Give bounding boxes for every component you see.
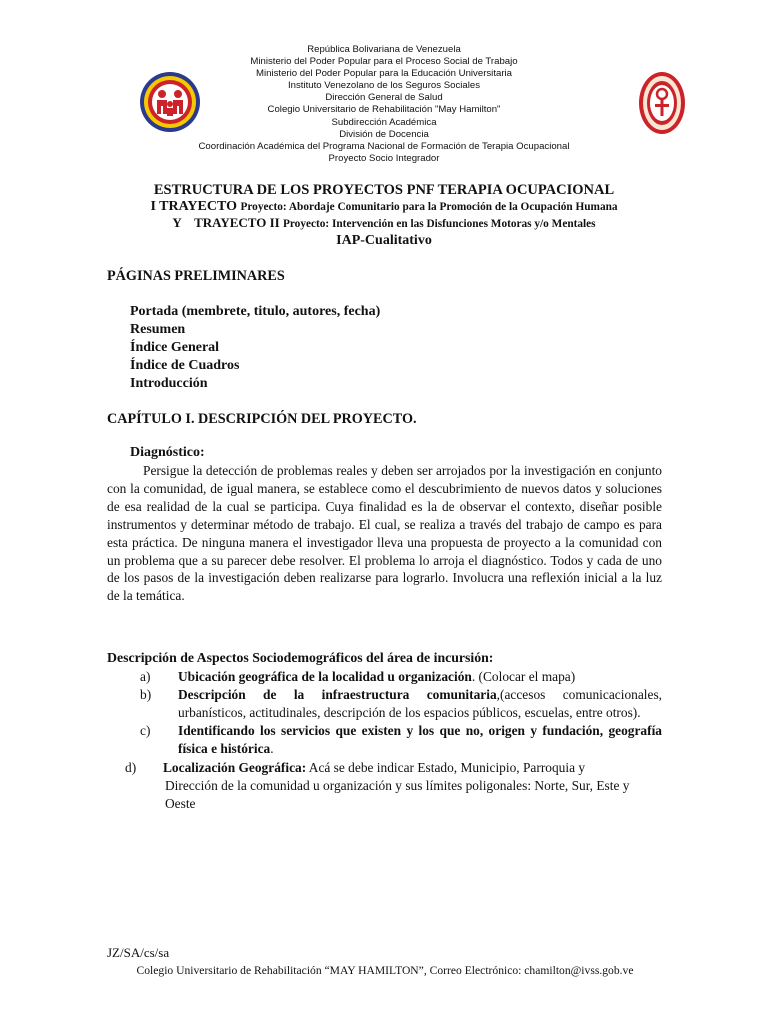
list-item bbox=[140, 668, 662, 685]
header-line: Coordinación Académica del Programa Nacional de Formación de Terapia Ocupacional bbox=[198, 140, 570, 152]
diagnostico-title: Diagnóstico: bbox=[130, 445, 205, 460]
list-marker: b) bbox=[140, 687, 152, 703]
list-item bbox=[140, 722, 662, 757]
item-bold-text: Ubicación geográfica de la localidad u organización bbox=[178, 669, 472, 684]
item-text: . bbox=[270, 740, 274, 756]
document-title: ESTRUCTURA DE LOS PROYECTOS PNF TERAPIA OCUPACIONAL bbox=[153, 182, 615, 198]
header-line: Ministerio del Poder Popular para la Educación Universitaria bbox=[256, 68, 512, 80]
trayecto-2-project: Proyecto: Intervención en las Disfunciones Motoras y/o Mentales bbox=[282, 218, 596, 230]
header-line: División de Docencia bbox=[339, 128, 429, 140]
list-item: Portada (membrete, titulo, autores, fecha) bbox=[130, 304, 381, 319]
footer-contact: Colegio Universitario de Rehabilitación “MAY HAMILTON”, Correo Electrónico: chamilton@ivss.gob.ve bbox=[136, 964, 634, 977]
header-line: Dirección General de Salud bbox=[325, 92, 443, 104]
footer-code: JZ/SA/cs/sa bbox=[107, 945, 170, 960]
document-title-block bbox=[100, 181, 668, 250]
list-marker: d) bbox=[125, 760, 137, 776]
list-item: Índice General bbox=[130, 340, 220, 355]
list-item: Introducción bbox=[130, 376, 208, 391]
descripcion-heading: Descripción de Aspectos Sociodemográficos del área de incursión: bbox=[107, 650, 494, 665]
list-item: Resumen bbox=[130, 322, 186, 337]
header-line: Instituto Venezolano de los Seguros Sociales bbox=[287, 80, 480, 92]
trayecto-1-label: I TRAYECTO bbox=[150, 199, 241, 214]
preliminares-list bbox=[130, 303, 380, 393]
list-item bbox=[140, 686, 662, 721]
item-bold-text: Identificando los servicios que existen y los que no, origen y fundación, geografía física e histórica bbox=[178, 723, 662, 756]
trayecto-2-line bbox=[100, 215, 668, 232]
header-line: Proyecto Socio Integrador bbox=[328, 152, 440, 164]
iap-subtitle: IAP-Cualitativo bbox=[336, 233, 432, 248]
header-line: Colegio Universitario de Rehabilitación "May Hamilton" bbox=[267, 104, 501, 116]
list-item: Índice de Cuadros bbox=[130, 358, 240, 373]
item-text: Acá se debe indicar Estado, Municipio, Parroquia y bbox=[306, 760, 586, 776]
trayecto-1-project: Proyecto: Abordaje Comunitario para la Promoción de la Ocupación Humana bbox=[240, 201, 618, 213]
trayecto-2-label: Y TRAYECTO II bbox=[172, 215, 283, 230]
item-bold-text: Descripción de la infraestructura comunitaria bbox=[178, 687, 497, 703]
item-continuation-text: Dirección de la comunidad u organización y sus límites poligonales: Norte, Sur, Este y Oeste bbox=[165, 778, 630, 811]
chapter-1-heading: CAPÍTULO I. DESCRIPCIÓN DEL PROYECTO. bbox=[107, 411, 417, 427]
list-marker: c) bbox=[140, 723, 151, 739]
descripcion-list bbox=[125, 668, 662, 812]
header-line: Ministerio del Poder Popular para el Proceso Social de Trabajo bbox=[250, 56, 518, 68]
college-seal-icon bbox=[638, 70, 686, 136]
preliminares-heading: PÁGINAS PRELIMINARES bbox=[107, 268, 285, 284]
list-item bbox=[125, 759, 662, 776]
item-text: . (Colocar el mapa) bbox=[471, 669, 576, 684]
trayecto-1-line bbox=[100, 199, 668, 215]
institution-header bbox=[170, 44, 598, 165]
header-line: República Bolivariana de Venezuela bbox=[307, 44, 461, 55]
item-bold-text: Localización Geográfica: bbox=[163, 760, 307, 776]
list-marker: a) bbox=[140, 669, 151, 684]
diagnostico-paragraph: Persigue la detección de problemas reales y deben ser arrojados por la investigación en conjunto con la comunidad, de igual manera, se establece como el descubrimiento de nuevos datos y soluciones de esa realidad de la cual se participa. Cuya finalidad es la de observar el contexto, diseñar posible instrumentos y determinar método de trabajo. El cual, se realiza a través del trabajo de campo es para esta práctica. De ninguna manera el investigador lleva una propuesta de proyecto a la comunidad con un problema que a su parecer debe resolver. El problema lo arroja el diagnóstico. Todos y cada de uno de los pasos de la investigación deben realizarse para lograrlo. Involucra una reflexión inicial a la luz de la temática. bbox=[107, 463, 662, 604]
header-line: Subdirección Académica bbox=[331, 116, 437, 128]
item-text: ,(accesos comunicacionales, urbanísticos, actitudinales, descripción de los espacios públicos, escuelas, entre otros). bbox=[178, 687, 662, 720]
